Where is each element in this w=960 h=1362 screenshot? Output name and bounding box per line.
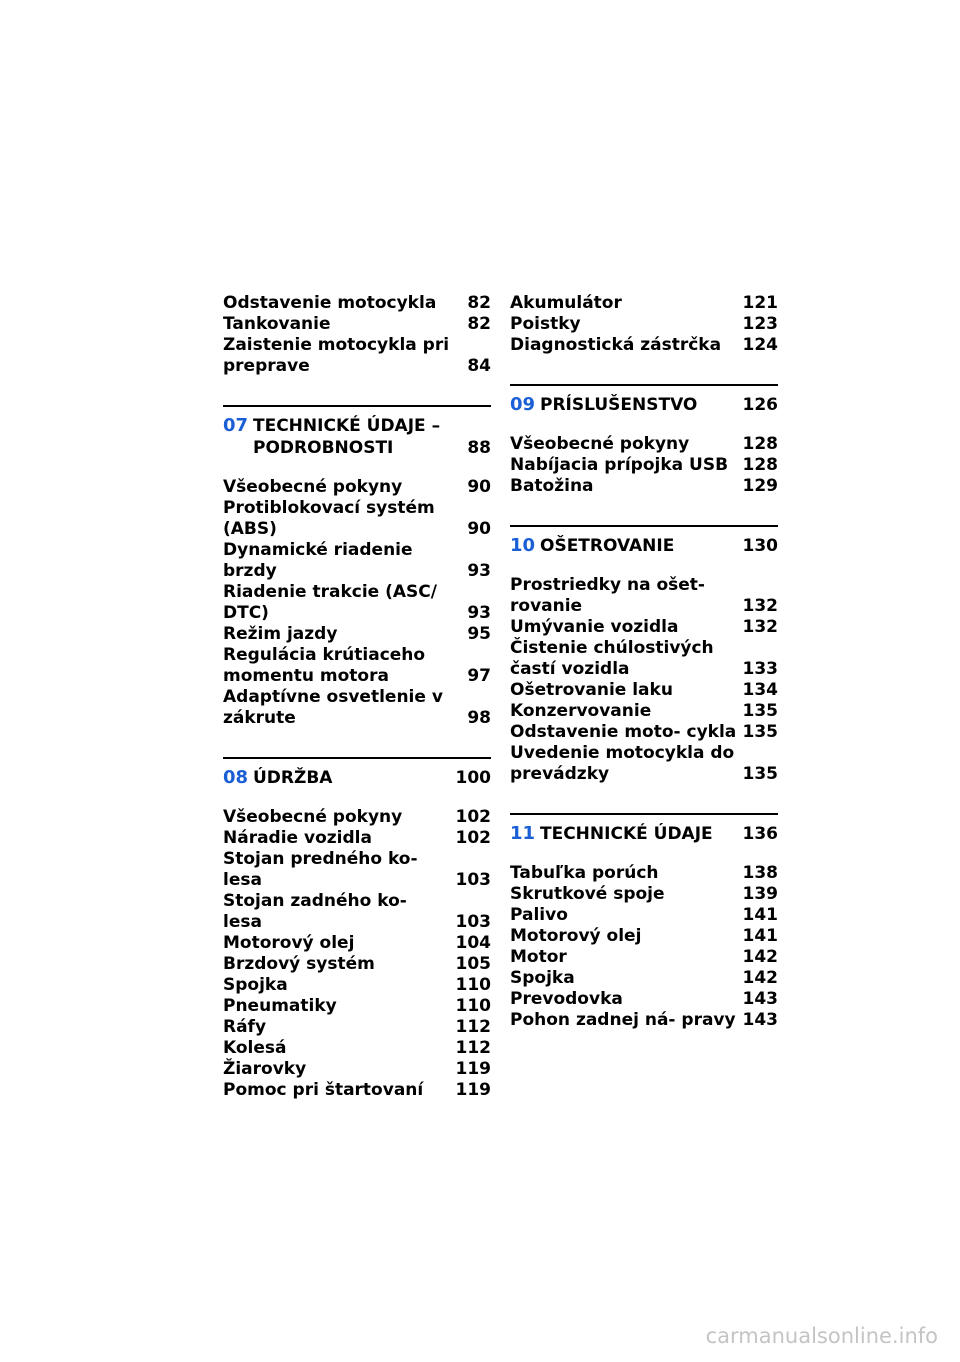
toc-section [510, 813, 778, 1031]
toc-section [510, 525, 778, 785]
toc-entry-page: 133 [742, 659, 778, 679]
toc-entry[interactable] [510, 905, 778, 926]
toc-entry[interactable] [510, 314, 778, 335]
section-page: 126 [742, 395, 778, 415]
toc-entry-page: 138 [742, 863, 778, 883]
toc-entry[interactable] [223, 954, 491, 975]
toc-entry-page: 104 [455, 933, 491, 953]
toc-entry-title: Spojka [223, 975, 288, 995]
toc-entry-page: 119 [455, 1059, 491, 1079]
section-title: ÚDRŽBA [253, 768, 333, 788]
toc-entry-page: 105 [455, 954, 491, 974]
toc-entry-title: Tankovanie [223, 314, 331, 334]
toc-entry[interactable] [223, 1017, 491, 1038]
section-title: OŠETROVANIE [540, 536, 675, 556]
toc-entry[interactable] [223, 1080, 491, 1101]
toc-entry-page: 93 [467, 561, 491, 581]
toc-entry-title: Brzdový systém [223, 954, 375, 974]
toc-entry-page: 103 [455, 870, 491, 890]
toc-entry-page: 143 [742, 989, 778, 1009]
toc-entry[interactable] [223, 996, 491, 1017]
toc-section [223, 757, 491, 1101]
toc-entry-title: Adaptívne osvetlenie v zákrute [223, 687, 443, 728]
toc-entry[interactable] [223, 849, 491, 891]
section-heading[interactable] [510, 394, 778, 416]
toc-entry[interactable] [510, 575, 778, 617]
toc-entry-title: Konzervovanie [510, 701, 652, 721]
toc-entry[interactable] [223, 540, 491, 582]
toc-entry-title: Motorový olej [510, 926, 642, 946]
section-number: 09 [510, 394, 536, 415]
toc-entry-title: Protiblokovací systém (ABS) [223, 498, 435, 539]
toc-entry-page: 141 [742, 926, 778, 946]
toc-entry[interactable] [510, 1010, 778, 1031]
toc-entry-title: Stojan predného ko- lesa [223, 849, 418, 890]
toc-entry-title: Nabíjacia prípojka USB [510, 455, 729, 475]
toc-entry[interactable] [510, 455, 778, 476]
section-page: 136 [742, 824, 778, 844]
toc-entry-page: 143 [742, 1010, 778, 1030]
toc-entry-page: 103 [455, 912, 491, 932]
toc-entry-page: 90 [467, 477, 491, 497]
section-heading[interactable] [510, 535, 778, 557]
toc-entry-title: Všeobecné pokyny [223, 477, 403, 497]
toc-entry-title: Tabuľka porúch [510, 863, 659, 883]
toc-entry[interactable] [510, 638, 778, 680]
toc-entry-page: 134 [742, 680, 778, 700]
toc-entry-page: 142 [742, 968, 778, 988]
toc-entry-page: 95 [467, 624, 491, 644]
toc-entry-title: Motor [510, 947, 567, 967]
toc-entry[interactable] [510, 701, 778, 722]
toc-entry[interactable] [510, 989, 778, 1010]
toc-entry-title: Ošetrovanie laku [510, 680, 673, 700]
toc-entry[interactable] [223, 293, 491, 314]
toc-entry[interactable] [510, 680, 778, 701]
section-page: 100 [455, 768, 491, 788]
toc-entry-title: Všeobecné pokyny [510, 434, 690, 454]
toc-entry[interactable] [510, 293, 778, 314]
toc-entry-page: 97 [467, 666, 491, 686]
toc-entry[interactable] [510, 884, 778, 905]
toc-entry[interactable] [223, 314, 491, 335]
toc-entry-page: 132 [742, 617, 778, 637]
toc-entry[interactable] [510, 335, 778, 356]
toc-entry-page: 128 [742, 434, 778, 454]
toc-entry[interactable] [510, 722, 778, 743]
toc-entry[interactable] [510, 476, 778, 497]
toc-entry-page: 121 [742, 293, 778, 313]
toc-entry-title: Batožina [510, 476, 594, 496]
toc-entry-title: Stojan zadného ko- lesa [223, 891, 407, 932]
section-heading[interactable] [510, 823, 778, 845]
toc-section [223, 405, 491, 729]
toc-entry-page: 132 [742, 596, 778, 616]
toc-entry[interactable] [223, 624, 491, 645]
toc-entry-page: 82 [467, 293, 491, 313]
section-number: 07 [223, 415, 249, 436]
toc-entry[interactable] [223, 975, 491, 996]
toc-entry[interactable] [223, 645, 491, 687]
toc-entry-title: Palivo [510, 905, 568, 925]
toc-entry[interactable] [223, 582, 491, 624]
toc-entry-title: Režim jazdy [223, 624, 338, 644]
section-number: 08 [223, 767, 249, 788]
toc-entry-title: Odstavenie motocykla [223, 293, 437, 313]
toc-entry[interactable] [223, 828, 491, 849]
toc-entry[interactable] [223, 498, 491, 540]
toc-entry-page: 141 [742, 905, 778, 925]
toc-entry-page: 110 [455, 996, 491, 1016]
toc-entry-title: Spojka [510, 968, 575, 988]
toc-entry-page: 90 [467, 519, 491, 539]
toc-entry-page: 142 [742, 947, 778, 967]
section-title: PRÍSLUŠENSTVO [540, 395, 698, 415]
toc-entry[interactable] [510, 947, 778, 968]
toc-entry-title: Čistenie chúlostivých častí vozidla [510, 638, 714, 679]
toc-entry-page: 135 [742, 701, 778, 721]
toc-entry[interactable] [223, 1038, 491, 1059]
toc-entry-page: 129 [742, 476, 778, 496]
toc-left-column [223, 293, 491, 1101]
toc-entry-page: 135 [742, 722, 778, 742]
section-heading[interactable] [223, 415, 491, 459]
toc-entry-title: Pohon zadnej ná- pravy [510, 1010, 736, 1030]
toc-entry[interactable] [510, 968, 778, 989]
toc-entry-title: Všeobecné pokyny [223, 807, 403, 827]
toc-right-column [510, 293, 778, 1031]
toc-entry-page: 98 [467, 708, 491, 728]
toc-entry-page: 84 [467, 356, 491, 376]
toc-entry-title: Odstavenie moto- cykla [510, 722, 737, 742]
toc-entry-title: Ráfy [223, 1017, 267, 1037]
toc-entry-title: Akumulátor [510, 293, 622, 313]
toc-entry[interactable] [223, 933, 491, 954]
toc-entry[interactable] [510, 617, 778, 638]
toc-entry-title: Uvedenie motocykla do prevádzky [510, 743, 735, 784]
toc-entry[interactable] [510, 863, 778, 884]
watermark: carmanualsonline.info [705, 1324, 938, 1348]
toc-entry[interactable] [510, 434, 778, 455]
toc-entry-page: 112 [455, 1017, 491, 1037]
section-number: 10 [510, 535, 536, 556]
toc-entry-title: Motorový olej [223, 933, 355, 953]
toc-entry-title: Náradie vozidla [223, 828, 372, 848]
toc-entry[interactable] [223, 1059, 491, 1080]
toc-entry-title: Umývanie vozidla [510, 617, 679, 637]
section-heading[interactable] [223, 767, 491, 789]
section-title: TECHNICKÉ ÚDAJE – PODROBNOSTI [253, 416, 441, 458]
toc-entry-page: 110 [455, 975, 491, 995]
toc-entry-page: 102 [455, 807, 491, 827]
section-title: TECHNICKÉ ÚDAJE [540, 824, 713, 844]
toc-entry-title: Zaistenie motocykla pri preprave [223, 335, 450, 376]
toc-entry-title: Skrutkové spoje [510, 884, 665, 904]
toc-entry[interactable] [223, 477, 491, 498]
toc-section [510, 384, 778, 497]
toc-entry-title: Kolesá [223, 1038, 287, 1058]
toc-entry[interactable] [223, 807, 491, 828]
toc-entry-page: 93 [467, 603, 491, 623]
toc-entry[interactable] [223, 687, 491, 729]
toc-entry-page: 82 [467, 314, 491, 334]
toc-entry-title: Poistky [510, 314, 581, 334]
toc-entry-title: Prevodovka [510, 989, 623, 1009]
toc-entry[interactable] [510, 926, 778, 947]
toc-entry-page: 128 [742, 455, 778, 475]
toc-entry-page: 139 [742, 884, 778, 904]
toc-entry-page: 102 [455, 828, 491, 848]
toc-entry-title: Pomoc pri štartovaní [223, 1080, 424, 1100]
toc-entry-page: 123 [742, 314, 778, 334]
toc-entry-title: Pneumatiky [223, 996, 337, 1016]
toc-entry-page: 119 [455, 1080, 491, 1100]
toc-entry-page: 112 [455, 1038, 491, 1058]
toc-entry[interactable] [223, 335, 491, 377]
toc-entry-title: Diagnostická zástrčka [510, 335, 722, 355]
toc-entry-title: Riadenie trakcie (ASC/ DTC) [223, 582, 437, 623]
toc-entry-title: Žiarovky [223, 1059, 307, 1079]
toc-entry[interactable] [223, 891, 491, 933]
section-page: 88 [467, 438, 491, 458]
toc-entry-page: 135 [742, 764, 778, 784]
section-number: 11 [510, 823, 536, 844]
toc-entry-page: 124 [742, 335, 778, 355]
toc-entry-title: Prostriedky na ošet- rovanie [510, 575, 705, 616]
section-page: 130 [742, 536, 778, 556]
toc-entry[interactable] [510, 743, 778, 785]
toc-entry-title: Regulácia krútiaceho momentu motora [223, 645, 426, 686]
toc-entry-title: Dynamické riadenie brzdy [223, 540, 413, 581]
